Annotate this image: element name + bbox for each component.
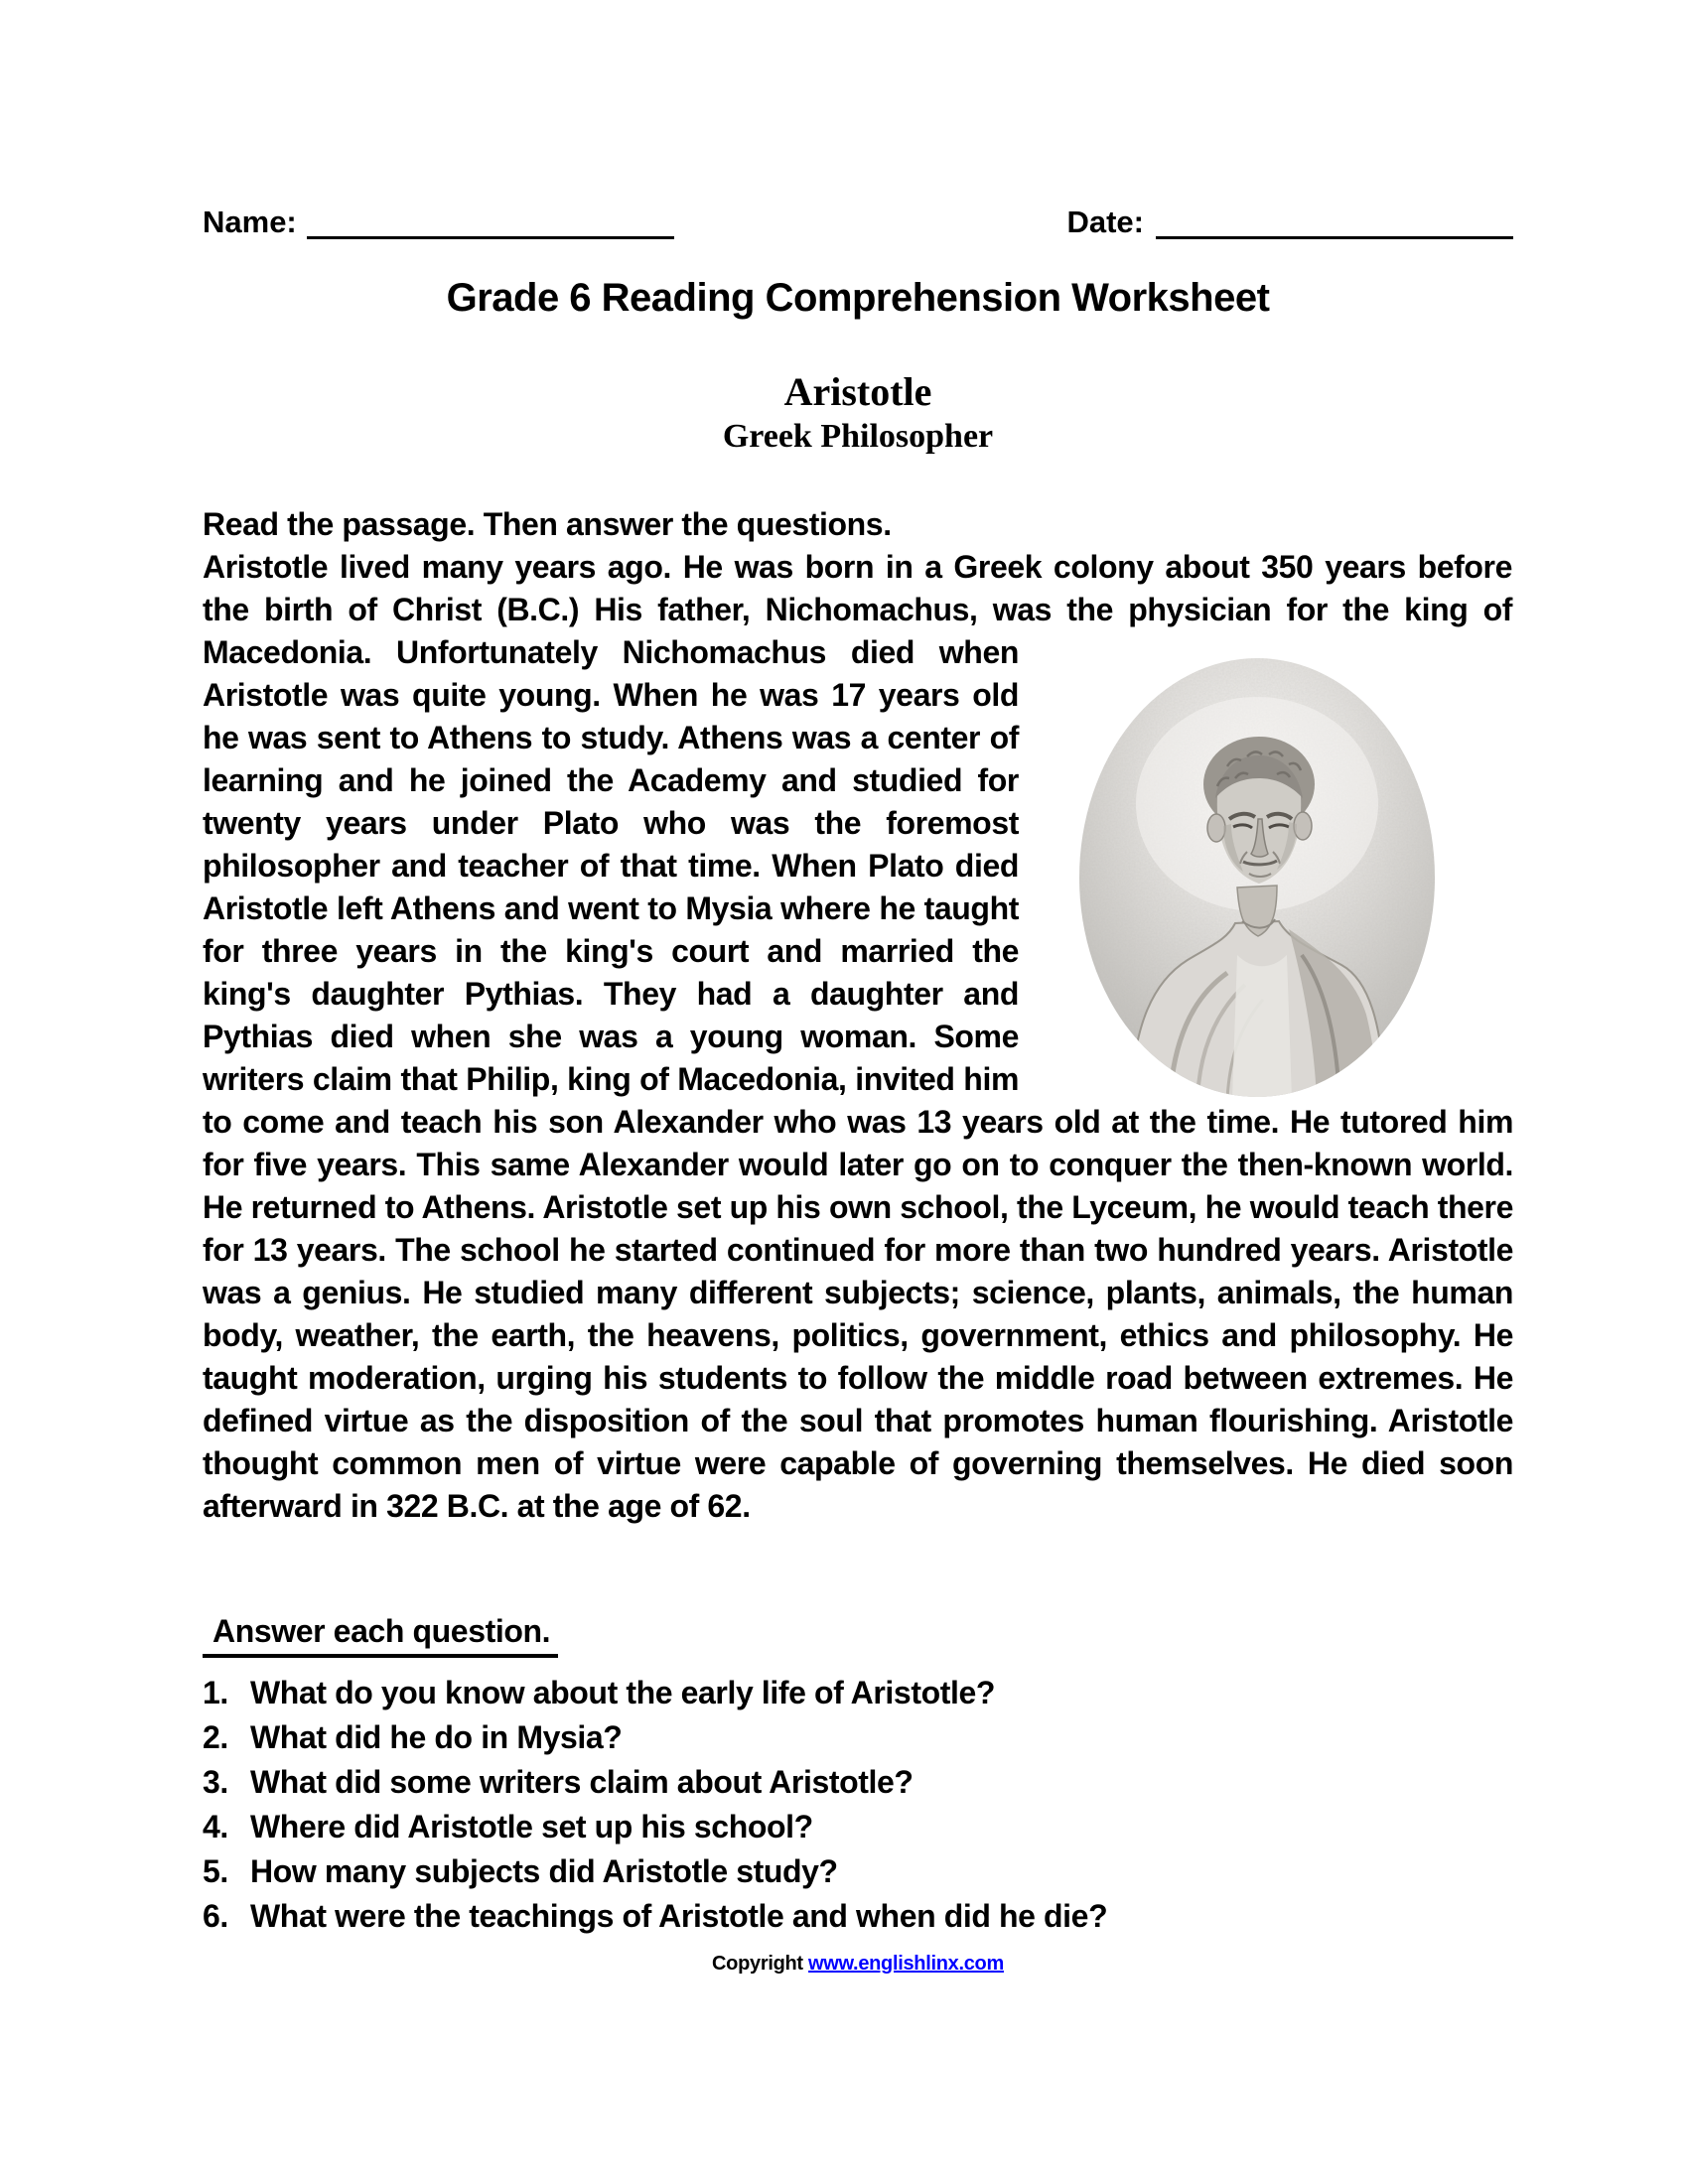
name-field — [203, 205, 674, 239]
question-number: 3. — [203, 1764, 228, 1800]
date-field — [1066, 205, 1513, 239]
date-blank-line — [1156, 205, 1513, 239]
aristotle-bust-engraving-icon — [1078, 657, 1436, 1099]
worksheet-title: Grade 6 Reading Comprehension Worksheet — [446, 276, 1270, 320]
question-item — [203, 1894, 1513, 1939]
name-label: Name: — [203, 204, 297, 239]
question-text: Where did Aristotle set up his school? — [250, 1809, 813, 1844]
passage-instruction: Read the passage. Then answer the questions. — [203, 506, 892, 542]
question-number: 5. — [203, 1853, 228, 1889]
question-number: 6. — [203, 1898, 228, 1934]
copyright-link[interactable]: www.englishlinx.com — [808, 1953, 1004, 1975]
passage-section — [203, 503, 1513, 1528]
question-number: 4. — [203, 1809, 228, 1844]
questions-list — [203, 1671, 1513, 1939]
question-item — [203, 1715, 1513, 1760]
question-item — [203, 1671, 1513, 1715]
question-text: What do you know about the early life of Aristotle? — [250, 1675, 996, 1710]
question-text: How many subjects did Aristotle study? — [250, 1853, 838, 1889]
subject-subtitle: Greek Philosopher — [722, 418, 994, 455]
footer — [203, 1953, 1513, 1976]
question-number: 2. — [203, 1719, 228, 1755]
subject-title: Aristotle — [783, 369, 932, 414]
questions-heading: Answer each question. — [203, 1611, 558, 1658]
question-item — [203, 1760, 1513, 1805]
question-text: What did he do in Mysia? — [250, 1719, 623, 1755]
question-text: What were the teachings of Aristotle and when did he die? — [250, 1898, 1108, 1934]
passage-text: Aristotle lived many years ago. He was born in a Greek colony about 350 years before the birth of Christ (B.C.) His father, Nichomachus, was the physician for the king of Macedonia. Unfortunately Nichomachus died when Aristotle was quite young. When he was 17 years old he was sent to Athens to study. Athens was a center of learning and he joined the Academy and studied for twenty years under Plato who was the foremost philosopher and teacher of that time. When Plato died Aristotle left Athens and went to Mysia where he taught for three years in the king's court and married the king's daughter Pythias. They had a daughter and Pythias died when she was a young woman. Some writers claim that Philip, king of Macedonia, invited him to come and teach his son Alexander who was 13 years old at the time. He tutored him for five years. This same Alexander would later go on to conquer the then-known world. He returned to Athens. Aristotle set up his own school, the Lyceum, he would teach there for 13 years. The school he started continued for more than two hundred years. Aristotle was a genius. He studied many different subjects; science, plants, animals, the human body, weather, the earth, the heavens, politics, government, ethics and philosophy. He taught moderation, urging his students to follow the middle road between extremes. He defined virtue as the disposition of the soul that promotes human flourishing. Aristotle thought common men of virtue were capable of governing themselves. He died soon afterward in 322 B.C. at the age of 62. — [203, 549, 1513, 1524]
date-label: Date: — [1066, 204, 1144, 239]
portrait-float-spacer — [1512, 503, 1513, 657]
question-item — [203, 1805, 1513, 1849]
aristotle-portrait-image — [1078, 657, 1436, 1099]
questions-section — [203, 1611, 1513, 1939]
header — [203, 194, 1513, 239]
name-blank-line — [307, 205, 674, 239]
copyright-label: Copyright — [712, 1953, 803, 1975]
questions-heading-row — [203, 1611, 1513, 1661]
question-text: What did some writers claim about Aristotle? — [250, 1764, 914, 1800]
question-item — [203, 1849, 1513, 1894]
question-number: 1. — [203, 1675, 228, 1710]
